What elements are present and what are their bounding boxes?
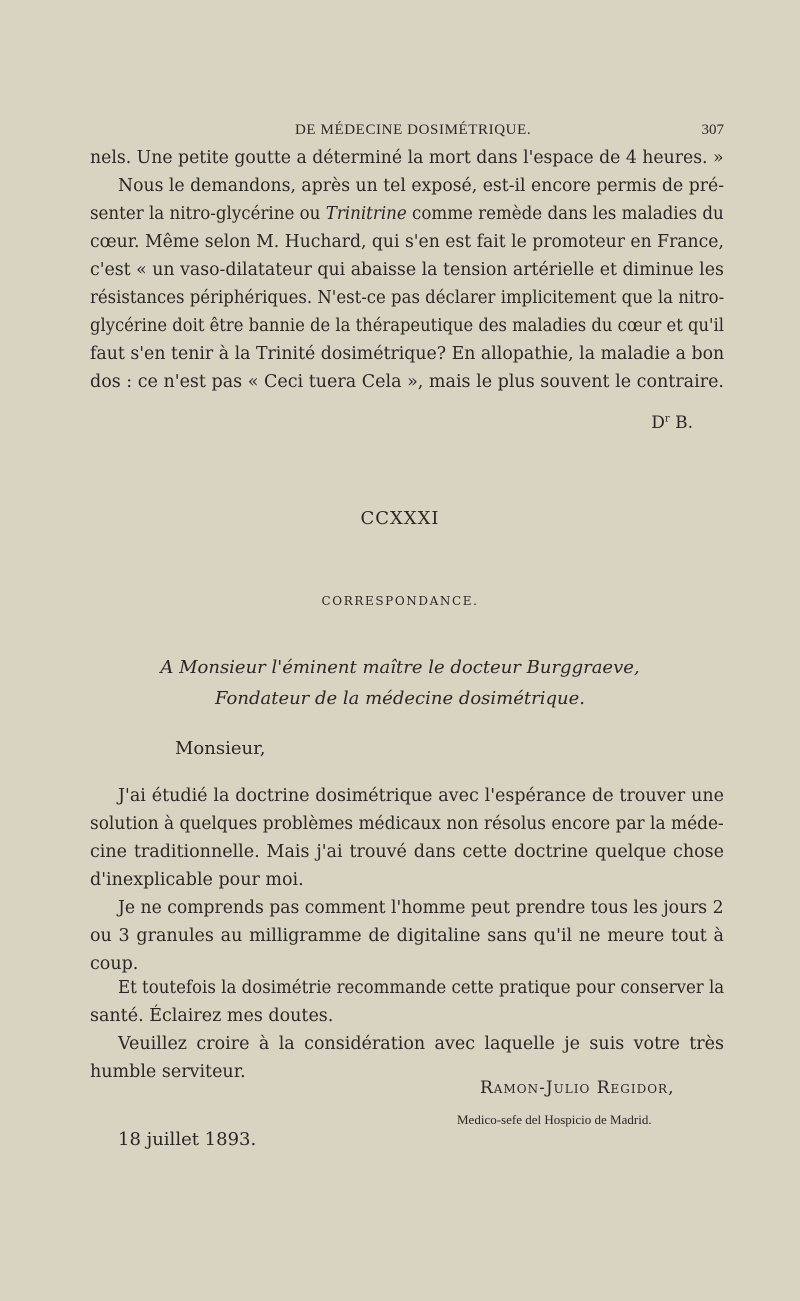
initials-superscript: r (664, 413, 670, 425)
text-line: cœur. Même selon M. Huchard, qui s'en est fait le promoteur en France, (90, 232, 724, 252)
letter-line: cine traditionnelle. Mais j'ai trouvé dans cette doctrine quelque chose (90, 842, 724, 862)
running-title: DE MÉDECINE DOSIMÉTRIQUE. (295, 122, 532, 138)
letter-line: ou 3 granules au milligramme de digitaline sans qu'il ne meure tout à (90, 926, 724, 946)
signature-title: Medico-sefe del Hospicio de Madrid. (457, 1112, 652, 1127)
text-line-italic-word (90, 200, 724, 228)
letter-line: santé. Éclairez mes doutes. (90, 1006, 334, 1026)
letter-date: 18 juillet 1893. (118, 1129, 257, 1150)
text-line: glycérine doit être bannie de la thérapeutique des maladies du cœur et qu'il (90, 316, 724, 336)
text-line: résistances périphériques. N'est-ce pas déclarer implicitement que la nitro- (90, 288, 725, 308)
running-header (90, 122, 724, 144)
address-line-1: A Monsieur l'éminent maître le docteur Burggraeve, (160, 657, 640, 678)
salutation: Monsieur, (175, 738, 266, 759)
initials-prefix: D (651, 413, 665, 433)
section-number: CCXXXI (360, 508, 440, 529)
italic-term: Trinitrine (325, 204, 407, 224)
signature-name: Ramon-Julio Regidor, (480, 1078, 675, 1098)
letter-line: solution à quelques problèmes médicaux non résolus encore par la méde- (90, 814, 724, 834)
letter-line: Je ne comprends pas comment l'homme peut prendre tous les jours 2 (118, 898, 724, 918)
text-line: senter la nitro-glycérine ou Trinitrine comme remède dans les maladies du (90, 204, 724, 224)
letter-line: d'inexplicable pour moi. (90, 870, 304, 890)
text-line: faut s'en tenir à la Trinité dosimétrique? En allopathie, la maladie a bon (90, 344, 725, 364)
author-initials (651, 413, 693, 433)
letter-line: humble serviteur. (90, 1062, 246, 1082)
letter-line: Et toutefois la dosimétrie recommande cette pratique pour conserver la (118, 978, 725, 998)
letter-line: Veuillez croire à la considération avec laquelle je suis votre très (118, 1034, 724, 1054)
text-line: nels. Une petite goutte a déterminé la mort dans l'espace de 4 heures. » (90, 148, 724, 168)
text-line: dos : ce n'est pas « Ceci tuera Cela », mais le plus souvent le contraire. (90, 372, 724, 392)
page-number: 307 (701, 122, 724, 138)
letter-line: coup. (90, 954, 139, 974)
initials-suffix: B. (669, 413, 693, 433)
text-line: Nous le demandons, après un tel exposé, est-il encore permis de pré- (118, 176, 725, 196)
text-line: c'est « un vaso-dilatateur qui abaisse la tension artérielle et diminue les (90, 260, 724, 280)
letter-line: J'ai étudié la doctrine dosimétrique avec l'espérance de trouver une (118, 786, 724, 806)
section-subtitle: CORRESPONDANCE. (321, 594, 479, 608)
address-line-2: Fondateur de la médecine dosimétrique. (215, 688, 585, 709)
